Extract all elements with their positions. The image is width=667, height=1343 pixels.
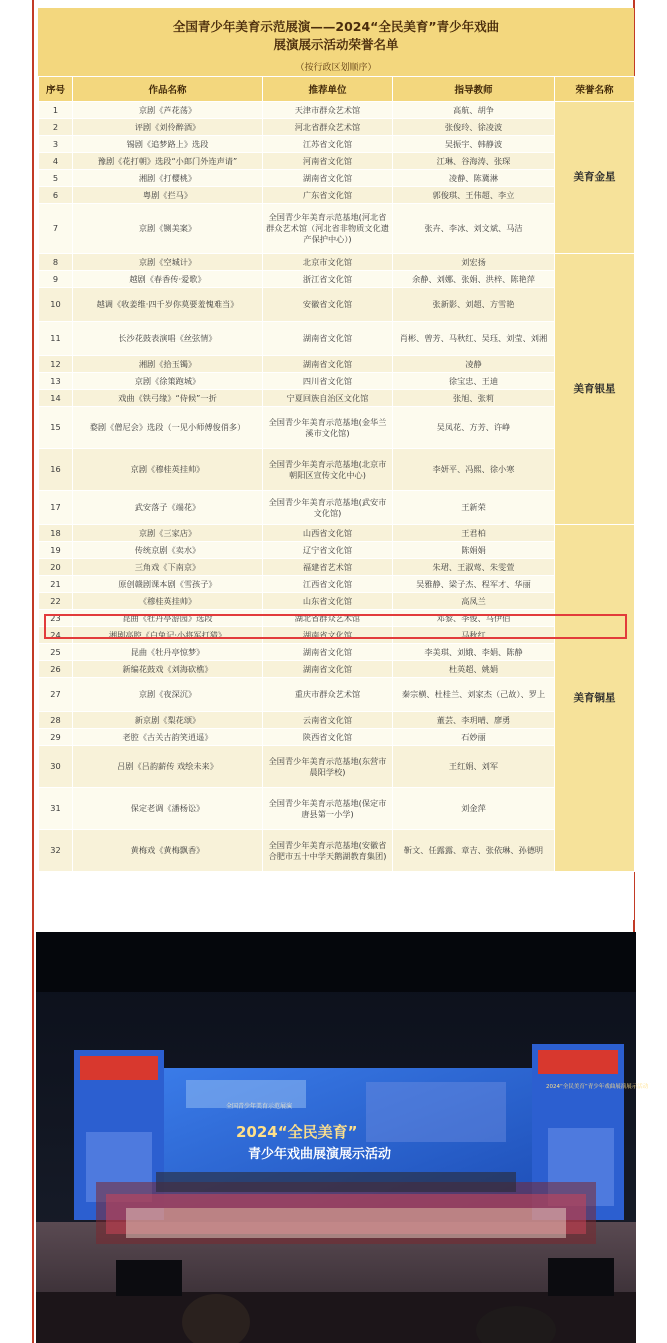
recommending-unit: 安徽省文化馆 xyxy=(263,288,393,322)
instructor-names: 高凤兰 xyxy=(393,593,555,610)
row-number: 12 xyxy=(39,356,73,373)
instructor-names: 朱珺、王淑莺、朱雯萱 xyxy=(393,559,555,576)
instructor-names: 余静、刘娜、张娟、洪梓、陈艳萍 xyxy=(393,271,555,288)
row-number: 31 xyxy=(39,788,73,830)
screen-top-text: 全国青少年美育示范展演 xyxy=(226,1103,293,1110)
work-title: 豫剧《花打朝》选段“小郎门外连声请” xyxy=(73,153,263,170)
table-row xyxy=(39,204,635,254)
instructor-names: 李美琪、刘娥、李娟、陈静 xyxy=(393,644,555,661)
table-row xyxy=(39,449,635,491)
row-number: 5 xyxy=(39,170,73,187)
work-title: 老腔《古关古韵笑逍遥》 xyxy=(73,729,263,746)
recommending-unit: 北京市文化馆 xyxy=(263,254,393,271)
recommending-unit: 全国青少年美育示范基地(武安市文化馆) xyxy=(263,491,393,525)
recommending-unit: 辽宁省文化馆 xyxy=(263,542,393,559)
recommending-unit: 广东省文化馆 xyxy=(263,187,393,204)
performers-group xyxy=(96,1172,596,1244)
instructor-names: 张俊玲、徐凌波 xyxy=(393,119,555,136)
recommending-unit: 全国青少年美育示范基地(东营市晨阳学校) xyxy=(263,746,393,788)
column-header: 作品名称 xyxy=(73,77,263,102)
table-row xyxy=(39,322,635,356)
table-row xyxy=(39,746,635,788)
row-number: 28 xyxy=(39,712,73,729)
work-title: 越剧《春香传·爱歌》 xyxy=(73,271,263,288)
table-row xyxy=(39,102,635,119)
work-title: 越调《收姜维·四千岁你莫要羞愧难当》 xyxy=(73,288,263,322)
row-number: 30 xyxy=(39,746,73,788)
instructor-names: 王红娟、刘军 xyxy=(393,746,555,788)
column-header: 序号 xyxy=(39,77,73,102)
recommending-unit: 全国青少年美育示范基地(金华兰溪市文化馆) xyxy=(263,407,393,449)
table-row xyxy=(39,593,635,610)
work-title: 婺剧《僧尼会》选段（一见小师傅俊俏多） xyxy=(73,407,263,449)
instructor-names: 刘金萍 xyxy=(393,788,555,830)
table-row xyxy=(39,170,635,187)
recommending-unit: 云南省文化馆 xyxy=(263,712,393,729)
row-number: 1 xyxy=(39,102,73,119)
recommending-unit: 陕西省文化馆 xyxy=(263,729,393,746)
honor-list-document xyxy=(38,8,634,920)
instructor-names: 张新影、刘超、方雪艳 xyxy=(393,288,555,322)
row-number: 22 xyxy=(39,593,73,610)
work-title: 戏曲《铁弓缘》“侍候”一折 xyxy=(73,390,263,407)
work-title: 锡剧《追梦路上》选段 xyxy=(73,136,263,153)
work-title: 新京剧《梨花颂》 xyxy=(73,712,263,729)
honor-name: 美育银星 xyxy=(555,254,635,525)
work-title: 京剧《穆桂英挂帅》 xyxy=(73,449,263,491)
work-title: 京剧《夜深沉》 xyxy=(73,678,263,712)
work-title: 京剧《空城计》 xyxy=(73,254,263,271)
screen-banner-line-2: 青少年戏曲展演展示活动 xyxy=(248,1147,392,1162)
column-header: 荣誉名称 xyxy=(555,77,635,102)
row-number: 18 xyxy=(39,525,73,542)
recommending-unit: 江西省文化馆 xyxy=(263,576,393,593)
recommending-unit: 江苏省文化馆 xyxy=(263,136,393,153)
row-number: 24 xyxy=(39,627,73,644)
row-number: 13 xyxy=(39,373,73,390)
work-title: 黄梅戏《黄梅飘香》 xyxy=(73,830,263,872)
recommending-unit: 浙江省文化馆 xyxy=(263,271,393,288)
recommending-unit: 全国青少年美育示范基地(保定市唐县第一小学) xyxy=(263,788,393,830)
recommending-unit: 全国青少年美育示范基地(北京市朝阳区宣传文化中心) xyxy=(263,449,393,491)
row-number: 6 xyxy=(39,187,73,204)
row-number: 3 xyxy=(39,136,73,153)
recommending-unit: 重庆市群众艺术馆 xyxy=(263,678,393,712)
row-number: 7 xyxy=(39,204,73,254)
row-number: 4 xyxy=(39,153,73,170)
table-row xyxy=(39,407,635,449)
recommending-unit: 河北省群众艺术馆 xyxy=(263,119,393,136)
table-row xyxy=(39,661,635,678)
instructor-names: 高航、胡争 xyxy=(393,102,555,119)
work-title: 昆曲《牡丹亭游园》选段 xyxy=(73,610,263,627)
work-title: 传统京剧《卖水》 xyxy=(73,542,263,559)
instructor-names: 李妍平、冯熙、徐小寒 xyxy=(393,449,555,491)
work-title: 《穆桂英挂帅》 xyxy=(73,593,263,610)
table-row xyxy=(39,712,635,729)
recommending-unit: 湖北省群众艺术馆 xyxy=(263,610,393,627)
instructor-names: 陈娟娟 xyxy=(393,542,555,559)
instructor-names: 徐宝忠、王迪 xyxy=(393,373,555,390)
table-body xyxy=(39,102,635,872)
row-number: 29 xyxy=(39,729,73,746)
work-title: 武安落子《端花》 xyxy=(73,491,263,525)
table-row xyxy=(39,559,635,576)
recommending-unit: 河南省文化馆 xyxy=(263,153,393,170)
instructor-names: 张卉、李冰、刘文斌、马洁 xyxy=(393,204,555,254)
table-row xyxy=(39,678,635,712)
table-row xyxy=(39,491,635,525)
instructor-names: 王君柏 xyxy=(393,525,555,542)
work-title: 评剧《刘伶醉酒》 xyxy=(73,119,263,136)
work-title: 新编花鼓戏《刘海砍樵》 xyxy=(73,661,263,678)
table-row xyxy=(39,788,635,830)
table-row xyxy=(39,610,635,627)
table-row xyxy=(39,390,635,407)
table-row xyxy=(39,373,635,390)
row-number: 15 xyxy=(39,407,73,449)
table-row xyxy=(39,525,635,542)
table-row xyxy=(39,644,635,661)
row-number: 17 xyxy=(39,491,73,525)
recommending-unit: 湖南省文化馆 xyxy=(263,661,393,678)
row-number: 25 xyxy=(39,644,73,661)
instructor-names: 江琳、谷海涛、张琛 xyxy=(393,153,555,170)
recommending-unit: 福建省艺术馆 xyxy=(263,559,393,576)
instructor-names: 凌静 xyxy=(393,356,555,373)
recommending-unit: 全国青少年美育示范基地(安徽省合肥市五十中学天鹅湖教育集团) xyxy=(263,830,393,872)
recommending-unit: 湖南省文化馆 xyxy=(263,322,393,356)
table-header-row xyxy=(39,77,635,102)
row-number: 21 xyxy=(39,576,73,593)
table-row xyxy=(39,187,635,204)
row-number: 16 xyxy=(39,449,73,491)
recommending-unit: 湖南省文化馆 xyxy=(263,644,393,661)
instructor-names: 王新荣 xyxy=(393,491,555,525)
table-row xyxy=(39,627,635,644)
table-row xyxy=(39,288,635,322)
table-row xyxy=(39,271,635,288)
row-number: 2 xyxy=(39,119,73,136)
instructor-names: 董芸、李玥晴、廖勇 xyxy=(393,712,555,729)
table-row xyxy=(39,729,635,746)
column-header: 推荐单位 xyxy=(263,77,393,102)
row-number: 23 xyxy=(39,610,73,627)
title-note: （按行政区划顺序） xyxy=(295,63,377,73)
work-title: 湘剧《打樱桃》 xyxy=(73,170,263,187)
row-number: 27 xyxy=(39,678,73,712)
recommending-unit: 天津市群众艺术馆 xyxy=(263,102,393,119)
honor-name: 美育铜星 xyxy=(555,525,635,872)
instructor-names: 吴雅静、梁子杰、程军才、华丽 xyxy=(393,576,555,593)
table-row xyxy=(39,830,635,872)
work-title: 长沙花鼓表演唱《丝弦情》 xyxy=(73,322,263,356)
instructor-names: 刘宏扬 xyxy=(393,254,555,271)
work-title: 原创赣剧课本剧《雪孩子》 xyxy=(73,576,263,593)
column-header: 指导教师 xyxy=(393,77,555,102)
recommending-unit: 山东省文化馆 xyxy=(263,593,393,610)
work-title: 京剧《铡美案》 xyxy=(73,204,263,254)
instructor-names: 马秋红 xyxy=(393,627,555,644)
work-title: 吕剧《吕韵薪传 戏绘未来》 xyxy=(73,746,263,788)
instructor-names: 秦宗横、杜桂兰、刘家杰（己故）、罗上 xyxy=(393,678,555,712)
instructor-names: 肖彬、曾芳、马秋红、吴珏、刘莹、刘湘 xyxy=(393,322,555,356)
work-title: 昆曲《牡丹亭惊梦》 xyxy=(73,644,263,661)
work-title: 粤剧《拦马》 xyxy=(73,187,263,204)
instructor-names: 邓黎、李俊、马伊佰 xyxy=(393,610,555,627)
row-number: 20 xyxy=(39,559,73,576)
recommending-unit: 湖南省文化馆 xyxy=(263,627,393,644)
table-row xyxy=(39,153,635,170)
instructor-names: 郭俊琪、王伟超、李立 xyxy=(393,187,555,204)
stage-monitor-right xyxy=(548,1258,614,1296)
recommending-unit: 湖南省文化馆 xyxy=(263,356,393,373)
row-number: 11 xyxy=(39,322,73,356)
document-header xyxy=(38,8,634,76)
instructor-names: 张旭、张莉 xyxy=(393,390,555,407)
work-title: 京剧《芦花荡》 xyxy=(73,102,263,119)
honor-name: 美育金星 xyxy=(555,102,635,254)
screen-banner-line-1: 2024“全民美育” xyxy=(236,1123,358,1141)
instructor-names: 吴振宇、韩静波 xyxy=(393,136,555,153)
row-number: 19 xyxy=(39,542,73,559)
row-number: 8 xyxy=(39,254,73,271)
instructor-names: 凌静、陈冀淋 xyxy=(393,170,555,187)
instructor-names: 靳文、任露露、章吉、张依琳、孙德明 xyxy=(393,830,555,872)
table-row xyxy=(39,576,635,593)
recommending-unit: 湖南省文化馆 xyxy=(263,170,393,187)
row-number: 26 xyxy=(39,661,73,678)
table-row xyxy=(39,136,635,153)
table-row xyxy=(39,119,635,136)
recommending-unit: 宁夏回族自治区文化馆 xyxy=(263,390,393,407)
side-banner-text: 2024“全民美育”青少年戏曲展演展示活动 xyxy=(546,1084,649,1090)
stage-photo xyxy=(36,932,649,1343)
instructor-names: 吴凤花、方芳、许峥 xyxy=(393,407,555,449)
table-row xyxy=(39,254,635,271)
title-line-1: 全国青少年美育示范展演——2024“全民美育”青少年戏曲 xyxy=(172,19,500,34)
work-title: 京剧《徐策跑城》 xyxy=(73,373,263,390)
recommending-unit: 山西省文化馆 xyxy=(263,525,393,542)
table-row xyxy=(39,542,635,559)
table-row xyxy=(39,356,635,373)
instructor-names: 石妙丽 xyxy=(393,729,555,746)
instructor-names: 杜英超、姚娟 xyxy=(393,661,555,678)
recommending-unit: 四川省文化馆 xyxy=(263,373,393,390)
honor-table xyxy=(38,76,635,872)
work-title: 京剧《三家店》 xyxy=(73,525,263,542)
row-number: 10 xyxy=(39,288,73,322)
row-number: 9 xyxy=(39,271,73,288)
row-number: 14 xyxy=(39,390,73,407)
work-title: 保定老调《潘杨讼》 xyxy=(73,788,263,830)
work-title: 湘剧高腔《白兔记·小将军打猎》 xyxy=(73,627,263,644)
work-title: 三角戏《下南京》 xyxy=(73,559,263,576)
stage-monitor-left xyxy=(116,1260,182,1296)
recommending-unit: 全国青少年美育示范基地(河北省群众艺术馆（河北省非物质文化遗产保护中心）) xyxy=(263,204,393,254)
work-title: 湘剧《拾玉镯》 xyxy=(73,356,263,373)
title-line-2: 展演展示活动荣誉名单 xyxy=(273,37,399,52)
row-number: 32 xyxy=(39,830,73,872)
